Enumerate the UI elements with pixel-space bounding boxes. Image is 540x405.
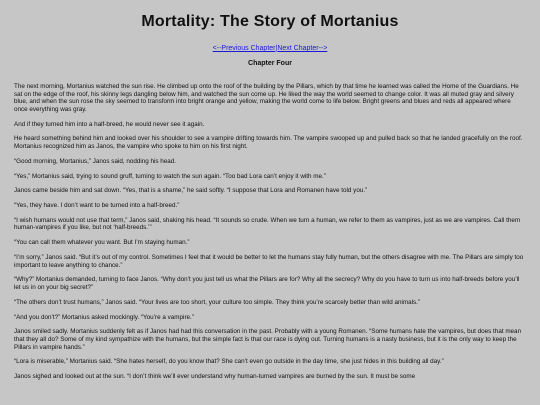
- story-paragraph: “I wish humans would not use that term,” Janos said, shaking his head. “It sounds so crude. When we turn a human, we refer to them as vampires, just as we are vampires. Call them human-vampires if you like, but not ‘half-breeds.’”: [14, 216, 521, 232]
- story-paragraph: “Yes,” Mortanius said, trying to sound gruff, turning to watch the sun again. “Too bad Lora can’t enjoy it with me.”: [14, 172, 326, 180]
- story-paragraph: “Lora is miserable,” Mortanius said. “She hates herself, do you know that? She can’t even go outside in the day time, she just hides in this building all day.”: [14, 358, 444, 366]
- story-paragraph: “You can call them whatever you want. But I’m staying human.”: [14, 239, 190, 247]
- story-paragraph: “The others don’t trust humans,” Janos said. “Your lives are too short, your culture too simple. They think you’re scarcely better than wild animals.”: [14, 298, 420, 306]
- story-paragraph: “And you don’t?” Mortanius asked mockingly. “You’re a vampire.”: [14, 313, 194, 321]
- story-body: [14, 83, 526, 381]
- story-paragraph: “Good morning, Mortanius,” Janos said, nodding his head.: [14, 157, 177, 165]
- story-paragraph: “I’m sorry,” Janos said. “But it’s out of my control. Sometimes I feel that it would be better to let the humans stay fully human, but the others disagree with me. The Pillars are simply too important to leave anything to chance.”: [14, 254, 524, 269]
- chapter-navigation: [14, 45, 526, 52]
- story-paragraph: Janos sighed and looked out at the sun. “I don’t think we’ll ever understand why human-turned vampires are burned by the sun. It must be some: [14, 373, 416, 381]
- story-paragraph: He heard something behind him and looked over his shoulder to see a vampire drifting towards him. The vampire swooped up and pulled back so that he landed gracefully on the roof. Mortanius recognized him as Janos, the vampire who spoke to him on his first night.: [14, 135, 523, 150]
- story-paragraph: Janos came beside him and sat down. “Yes, that is a shame,” he said softly. “I suppose that Lora and Romanen have told you.”: [14, 187, 368, 195]
- story-paragraph: And if they turned him into a half-breed, he would never see it again.: [14, 120, 205, 128]
- story-paragraph: “Why?” Mortanius demanded, turning to face Janos. “Why don’t you just tell us what the Pillars are for? Why all the secrecy? Why do you have to turn us into half-breeds before you’ll let us in on your big secret?”: [14, 276, 520, 291]
- story-paragraph: Janos smiled sadly. Mortanius suddenly felt as if Janos had had this conversation in the past. Probably with a young Romanen. “Some humans hate the vampires, but does that mean that they all do? Some of my kind sympathize with the humans, but the simple fact is that our race is dying out. Turning humans is a nasty business, but it is the only way to keep the Pillars in vampire hands.”: [14, 328, 522, 351]
- chapter-heading: Chapter Four: [248, 60, 292, 67]
- previous-chapter-link[interactable]: <--Previous Chapter: [212, 45, 276, 52]
- story-paragraph: “Yes, they have. I don’t want to be turned into a half-breed.”: [14, 202, 180, 210]
- story-paragraph: The next morning, Mortanius watched the sun rise. He climbed up onto the roof of the building by the Pillars, which by that time he learned was called the Home of the Guardians. He sat on the edge of the roof, his skinny legs dangling below him, and watched the sun come up. He liked the way the world seemed to change color. It was all muted gray and silvery blue, and when the sun rose the sky seemed to transform into bright orange and yellow, making the world come to life below. Bright greens and blues and reds all appeared where once everything was gray.: [14, 83, 519, 113]
- page-title: Mortality: The Story of Mortanius: [141, 13, 399, 30]
- next-chapter-link[interactable]: Next Chapter-->: [277, 45, 328, 52]
- nav-separator: |: [275, 45, 278, 52]
